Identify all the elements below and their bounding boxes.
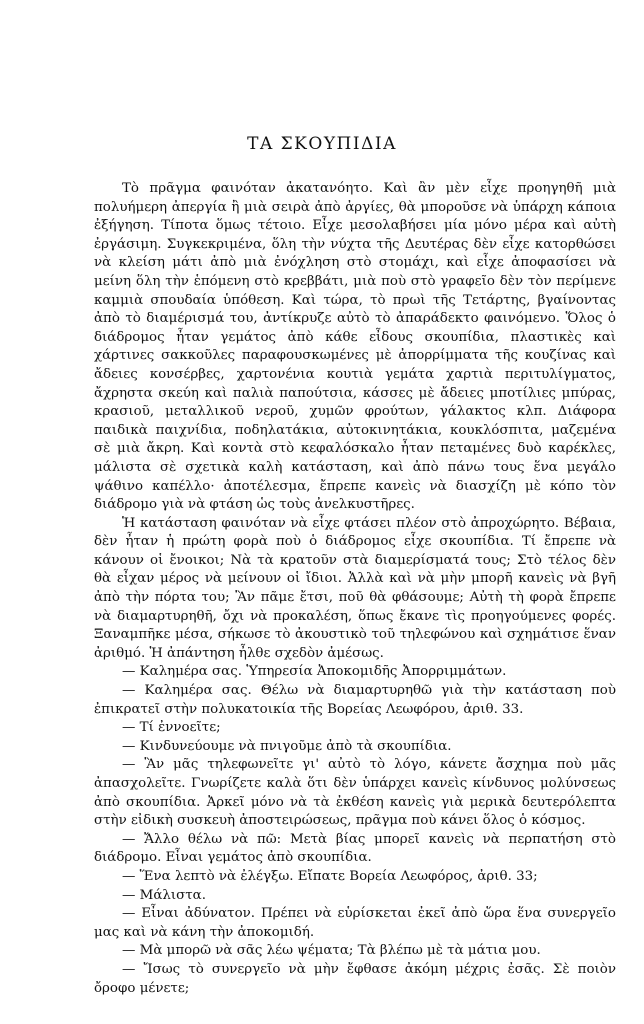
dialog-line: — Μάλιστα.	[122, 887, 206, 903]
page-title: ΤΑ ΣΚΟΥΠΙΔΙΑ	[247, 134, 397, 154]
dialog-line: — Μὰ μπορῶ νὰ σᾶς λέω ψέματα; Τὰ βλέπω μὲ τὰ μάτια μου.	[122, 943, 541, 959]
dialog-line: — Εἶναι ἀδύνατον. Πρέπει νὰ εὑρίσκεται ἐκεῖ ἀπὸ ὥρα ἕνα συνεργεῖο μας καὶ νὰ κάνη τὴν ἀποκομιδή.	[94, 906, 616, 940]
dialog-line: — Κινδυνεύουμε νὰ πνιγοῦμε ἀπὸ τὰ σκουπίδια.	[122, 738, 452, 754]
dialog-line: — Ἂν μᾶς τηλεφωνεῖτε γι' αὐτὸ τὸ λόγο, κάνετε ἄσχημα ποὺ μᾶς ἀπασχολεῖτε. Γνωρίζετε καλὰ ὅτι δὲν ὑπάρχει κανεὶς κίνδυνος μολύνσεως ἀπὸ σκουπίδια. Ἀρκεῖ μόνο νὰ τὰ ἐκθέση κανεὶς γιὰ μερικὰ δευτερόλεπτα στὴν εἰδικὴ συσκευὴ ἀποστειρώσεως, πρᾶγμα ποὺ κάνει ὅλος ὁ κόσμος.	[94, 757, 616, 829]
dialog-line: — Καλημέρα σας. Ὑπηρεσία Ἀποκομιδῆς Ἀπορριμμάτων.	[122, 664, 507, 680]
text-body	[94, 180, 616, 998]
dialog-line: — Ἴσως τὸ συνεργεῖο νὰ μὴν ἔφθασε ἀκόμη μέχρις ἐσᾶς. Σὲ ποιὸν ὄροφο μένετε;	[94, 961, 616, 996]
paragraph: Τὸ πρᾶγμα φαινόταν ἀκατανόητο. Καὶ ἂν μὲν εἶχε προηγηθῆ μιὰ πολυήμερη ἀπεργία ἢ μιὰ σειρὰ ἀπὸ ἀργίες, θὰ μποροῦσε νὰ ὑπάρχη κάποια ἐξήγηση. Τίποτα ὅμως τέτοιο. Εἶχε μεσολαβήσει μία μόνο μέρα καὶ αὐτὴ ἐργάσιμη. Συγκεκριμένα, ὅλη τὴν νύχτα τῆς Δευτέρας δὲν εἶχε κατορθώσει νὰ κλείση μάτι ἀπὸ μιὰ ἐνόχληση στὸ στομάχι, καὶ εἶχε ἀποφασίσει νὰ μείνη ὅλη τὴν ἑπόμενη στὸ κρεββάτι, μιὰ ποὺ στὸ γραφεῖο δὲν τὸν περίμενε καμμιὰ σπουδαία ὑπόθεση. Καὶ τώρα, τὸ πρωὶ τῆς Τετάρτης, βγαίνοντας ἀπὸ τὸ διαμέρισμά του, ἀντίκρυζε αὐτὸ τὸ ἀπαράδεκτο φαινόμενο. Ὅλος ὁ διάδρομος ἦταν γεμάτος ἀπὸ κάθε εἶδους σκουπίδια, πλαστικὲς καὶ χάρτινες σακκοῦλες παραφουσκωμένες μὲ ἀπορρίμματα τῆς κουζίνας καὶ ἄδειες κονσέρβες, χαρτονένια κουτιὰ γεμάτα χαρτιὰ περιτυλίγματος, ἄχρηστα σκεύη καὶ παλιὰ παπούτσια, κάσσες μὲ ἄδειες μποτίλιες μπύρας, κρασιοῦ, μεταλλικοῦ νεροῦ, χυμῶν φρούτων, γάλακτος κλπ. Διάφορα παιδικὰ παιχνίδια, ποδηλατάκια, αὐτοκινητάκια, κουκλόσπιτα, μαζεμένα σὲ μιὰ ἄκρη. Καὶ κοντὰ στὸ κεφαλόσκαλο ἦταν πεταμένες δυὸ καρέκλες, μάλιστα σὲ σχετικὰ καλὴ κατάσταση, καὶ ἀπὸ πάνω τους ἕνα μεγάλο ψάθινο καπέλλο· ἀποτέλεσμα, ἔπρεπε κανεὶς νὰ διασχίζη μὲ κόπο τὸν διάδρομο γιὰ νὰ φτάση ὡς τοὺς ἀνελκυστῆρες.	[94, 181, 616, 513]
dialog-line: — Ἕνα λεπτὸ νὰ ἐλέγξω. Εἴπατε Βορεία Λεωφόρος, ἀριθ. 33;	[122, 868, 538, 884]
dialog-line: — Καλημέρα σας. Θέλω νὰ διαμαρτυρηθῶ γιὰ τὴν κατάσταση ποὺ ἐπικρατεῖ στὴν πολυκατοικία τῆς Βορείας Λεωφόρου, ἀριθ. 33.	[94, 683, 616, 717]
dialog-line: — Τί ἐννοεῖτε;	[122, 720, 221, 736]
paragraph: Ἡ κατάσταση φαινόταν νὰ εἶχε φτάσει πλέον στὸ ἀπροχώρητο. Βέβαια, δὲν ἦταν ἡ πρώτη φορὰ ποὺ ὁ διάδρομος εἶχε σκουπίδια. Τί ἔπρεπε νὰ κάνουν οἱ ἔνοικοι; Νὰ τὰ κρατοῦν στὰ διαμερίσματά τους; Στὸ τέλος δὲν θὰ εἶχαν μέρος νὰ μείνουν οἱ ἴδιοι. Ἀλλὰ καὶ νὰ μὴν μπορῆ κανεὶς νὰ βγῆ ἀπὸ τὴν πόρτα του; Ἂν πᾶμε ἔτσι, ποῦ θὰ φθάσουμε; Αὐτὴ τὴ φορὰ ἔπρεπε νὰ διαμαρτυρηθῆ, ὄχι νὰ προκαλέση, ὅπως ἔκανε τὶς προηγούμενες φορές. Ξαναμπῆκε μέσα, σήκωσε τὸ ἀκουστικὸ τοῦ τηλεφώνου καὶ σχημάτισε ἕναν ἀριθμό. Ἡ ἀπάντηση ἦλθε σχεδὸν ἀμέσως.	[94, 515, 616, 661]
dialog-line: — Ἄλλο θέλω νὰ πῶ: Μετὰ βίας μπορεῖ κανεὶς νὰ περπατήση στὸ διάδρομο. Εἶναι γεμάτος ἀπὸ σκουπίδια.	[94, 831, 616, 866]
